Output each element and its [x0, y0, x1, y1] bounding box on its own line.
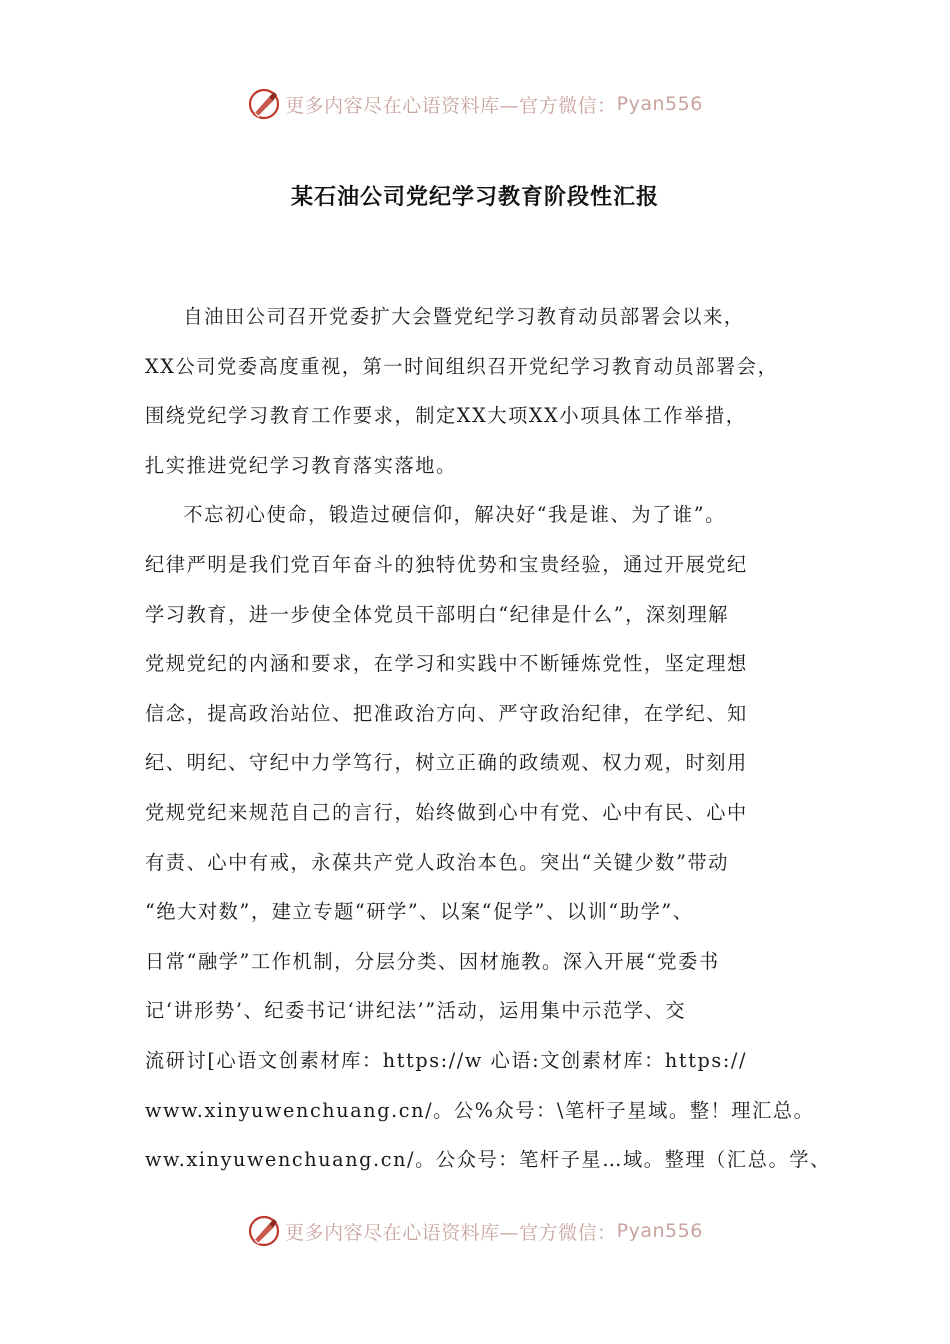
pen-nib-logo-icon [247, 87, 281, 121]
body-line: 扎实推进党纪学习教育落实落地。 [145, 453, 457, 477]
watermark-text: 更多内容尽在心语资料库—官方微信： [285, 1221, 617, 1244]
watermark-banner-top [0, 84, 950, 124]
body-line: “绝大对数”，建立专题“研学”、以案“促学”、以训“助学”、 [145, 900, 694, 924]
body-line: 纪律严明是我们党百年奋斗的独特优势和宝贵经验，通过开展党纪 [145, 552, 748, 576]
body-line: 自油田公司召开党委扩大会暨党纪学习教育动员部署会以来， [183, 305, 745, 328]
body-line: 党规党纪的内涵和要求，在学习和实践中不断锤炼党性，坚定理想 [145, 652, 748, 676]
watermark-text: 更多内容尽在心语资料库—官方微信： [285, 94, 617, 117]
body-line: ww.xinyuwenchuang.cn/。公众号：笔杆子星…域。整理（汇总。学、 [145, 1148, 831, 1172]
body-line: 党规党纪来规范自己的言行，始终做到心中有党、心中有民、心中 [145, 800, 748, 824]
watermark-banner-bottom [0, 1211, 950, 1251]
watermark-wechat-id: Pyan556 [616, 1220, 703, 1242]
body-line: 有责、心中有戒，永葆共产党人政治本色。突出“关键少数”带动 [145, 850, 730, 874]
body-line: 记‘讲形势’、纪委书记‘讲纪法’”活动，运用集中示范学、交 [145, 999, 687, 1023]
document-title: 某石油公司党纪学习教育阶段性汇报 [290, 185, 659, 210]
pen-nib-logo-icon [247, 1214, 281, 1248]
body-line: 学习教育，进一步使全体党员干部明白“纪律是什么”，深刻理解 [145, 602, 730, 626]
document-body [145, 292, 831, 1185]
body-line: 不忘初心使命，锻造过硬信仰，解决好“我是谁、为了谁”。 [183, 503, 726, 527]
body-line: www.xinyuwenchuang.cn/。公%众号：\笔杆子星域。整！理汇总。 [145, 1098, 815, 1122]
watermark-wechat-id: Pyan556 [616, 93, 703, 115]
body-line: 围绕党纪学习教育工作要求，制定XX大项XX小项具体工作举措， [145, 404, 747, 428]
body-line: 信念，提高政治站位、把准政治方向、严守政治纪律，在学纪、知 [145, 701, 748, 725]
body-line: 日常“融学”工作机制，分层分类、因材施教。深入开展“党委书 [145, 949, 720, 973]
body-line: 流研讨[心语文创素材库：https://w 心语:文创素材库：https:// [145, 1048, 748, 1072]
body-line: XX公司党委高度重视，第一时间组织召开党纪学习教育动员部署会， [145, 354, 779, 378]
body-line: 纪、明纪、守纪中力学笃行，树立正确的政绩观、权力观，时刻用 [145, 751, 748, 775]
